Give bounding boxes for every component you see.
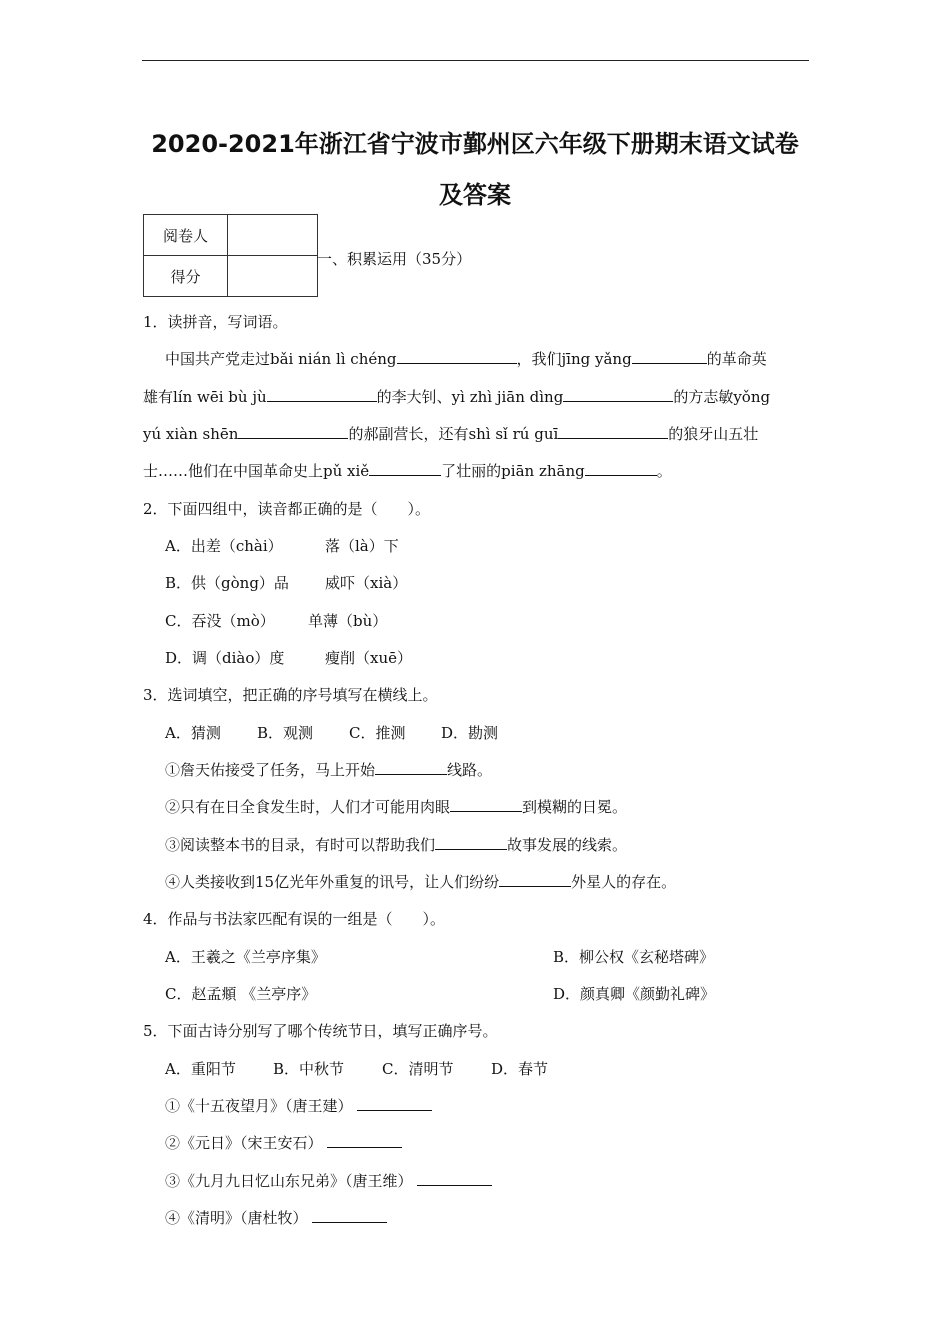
- item-text: 到模糊的日冕。: [522, 798, 628, 816]
- q2-stem: 2．下面四组中，读音都正确的是（ ）。: [143, 500, 431, 518]
- answer-blank[interactable]: [312, 1208, 387, 1223]
- page-title: 2020-2021年浙江省宁波市鄞州区六年级下册期末语文试卷: [151, 130, 799, 158]
- item-text: ④人类接收到15亿光年外重复的讯号，让人们纷纷: [165, 873, 500, 891]
- q5-choices: [165, 1058, 549, 1079]
- choice-item: D．勘测: [441, 724, 499, 742]
- score-cell: [228, 256, 318, 297]
- q5-item-3: [165, 1170, 492, 1191]
- q1-text: 的革命英: [706, 350, 767, 368]
- q1-line1: [165, 348, 767, 369]
- choice-item: A．猜测: [165, 724, 221, 742]
- q1-text: 了壮丽的piān zhāng: [441, 462, 585, 480]
- q3-item-1: [165, 759, 492, 780]
- q4-option-d[interactable]: D．颜真卿《颜勤礼碑》: [553, 985, 716, 1003]
- option-word: 瘦削（xuē）: [325, 649, 412, 667]
- item-text: ③阅读整本书的目录，有时可以帮助我们: [165, 836, 436, 854]
- option-word: D．调（diào）度: [165, 649, 285, 667]
- q5-item-1: [165, 1095, 432, 1116]
- answer-blank[interactable]: [563, 387, 673, 402]
- q1-line3: [143, 423, 758, 444]
- q1-text: 中国共产党走过bǎi nián lì chéng: [165, 350, 397, 368]
- answer-blank[interactable]: [435, 835, 507, 850]
- reviewer-label: 阅卷人: [144, 215, 228, 256]
- q3-item-3: [165, 834, 627, 855]
- q1-text: 士……他们在中国革命史上pǔ xiě: [143, 462, 370, 480]
- answer-blank[interactable]: [450, 797, 522, 812]
- q5-item-4: [165, 1207, 387, 1228]
- q4-option-c[interactable]: C．赵孟頫 《兰亭序》: [165, 985, 317, 1003]
- answer-blank[interactable]: [357, 1096, 432, 1111]
- reviewer-cell: [228, 215, 318, 256]
- choice-item: B．观测: [257, 724, 314, 742]
- item-text: ③《九月九日忆山东兄弟》（唐王维）: [165, 1172, 413, 1190]
- item-text: ②只有在日全食发生时，人们才可能用肉眼: [165, 798, 451, 816]
- answer-blank[interactable]: [369, 461, 441, 476]
- q1-text: yú xiàn shēn: [143, 425, 239, 443]
- item-text: ①詹天佑接受了任务，马上开始: [165, 761, 376, 779]
- item-text: ①《十五夜望月》（唐王建）: [165, 1097, 353, 1115]
- choice-item: D．春节: [491, 1060, 549, 1078]
- q1-line4: [143, 460, 672, 481]
- q5-item-2: [165, 1132, 402, 1153]
- page-title-line2: 及答案: [439, 181, 511, 209]
- answer-blank[interactable]: [238, 424, 348, 439]
- q4-option-a[interactable]: A．王羲之《兰亭序集》: [165, 948, 326, 966]
- q1-text: 的方志敏yǒng: [673, 388, 771, 406]
- q3-stem: 3．选词填空，把正确的序号填写在横线上。: [143, 686, 438, 704]
- item-text: 线路。: [447, 761, 493, 779]
- q4-stem: 4．作品与书法家匹配有误的一组是（ ）。: [143, 910, 446, 928]
- header-rule: [142, 60, 809, 61]
- section-heading: 一、积累运用（35分）: [317, 250, 472, 268]
- option-word: 落（là）下: [325, 537, 399, 555]
- answer-blank[interactable]: [375, 760, 447, 775]
- q3-item-2: [165, 796, 627, 817]
- item-text: ②《元日》（宋王安石）: [165, 1134, 323, 1152]
- answer-blank[interactable]: [585, 461, 657, 476]
- option-word: A．出差（chài）: [165, 537, 283, 555]
- q3-item-4: [165, 871, 676, 892]
- answer-blank[interactable]: [417, 1171, 492, 1186]
- choice-item: C．清明节: [382, 1060, 454, 1078]
- q1-stem: 1．读拼音，写词语。: [143, 313, 288, 331]
- score-label: 得分: [144, 256, 228, 297]
- q2-option-a[interactable]: [165, 535, 399, 556]
- q1-text: ，我们jīng yǎng: [516, 350, 632, 368]
- q2-option-d[interactable]: [165, 647, 412, 668]
- q2-option-b[interactable]: [165, 572, 408, 593]
- option-word: B．供（gòng）品: [165, 574, 289, 592]
- q1-text: 雄有lín wēi bù jù: [143, 388, 267, 406]
- option-word: 单薄（bù）: [308, 612, 388, 630]
- option-word: 威吓（xià）: [325, 574, 408, 592]
- choice-item: A．重阳节: [165, 1060, 236, 1078]
- choice-item: B．中秋节: [273, 1060, 345, 1078]
- q3-choices: [165, 722, 499, 743]
- answer-blank[interactable]: [558, 424, 668, 439]
- answer-blank[interactable]: [499, 872, 571, 887]
- q1-line2: [143, 386, 770, 407]
- answer-blank[interactable]: [632, 349, 707, 364]
- answer-blank[interactable]: [397, 349, 517, 364]
- item-text: ④《清明》（唐杜牧）: [165, 1209, 308, 1227]
- choice-item: C．推测: [349, 724, 406, 742]
- answer-blank[interactable]: [267, 387, 377, 402]
- q2-option-c[interactable]: [165, 610, 388, 631]
- q1-text: 的狼牙山五壮: [668, 425, 759, 443]
- q1-text: 的李大钊、yì zhì jiān dìng: [376, 388, 564, 406]
- answer-blank[interactable]: [327, 1133, 402, 1148]
- q5-stem: 5．下面古诗分别写了哪个传统节日，填写正确序号。: [143, 1022, 498, 1040]
- q1-text: 。: [656, 462, 672, 480]
- q1-text: 的郝副营长，还有shì sǐ rú guī: [348, 425, 559, 443]
- option-word: C．吞没（mò）: [165, 612, 275, 630]
- item-text: 故事发展的线索。: [507, 836, 628, 854]
- item-text: 外星人的存在。: [571, 873, 677, 891]
- grader-table: [143, 214, 318, 297]
- q4-option-b[interactable]: B．柳公权《玄秘塔碑》: [553, 948, 715, 966]
